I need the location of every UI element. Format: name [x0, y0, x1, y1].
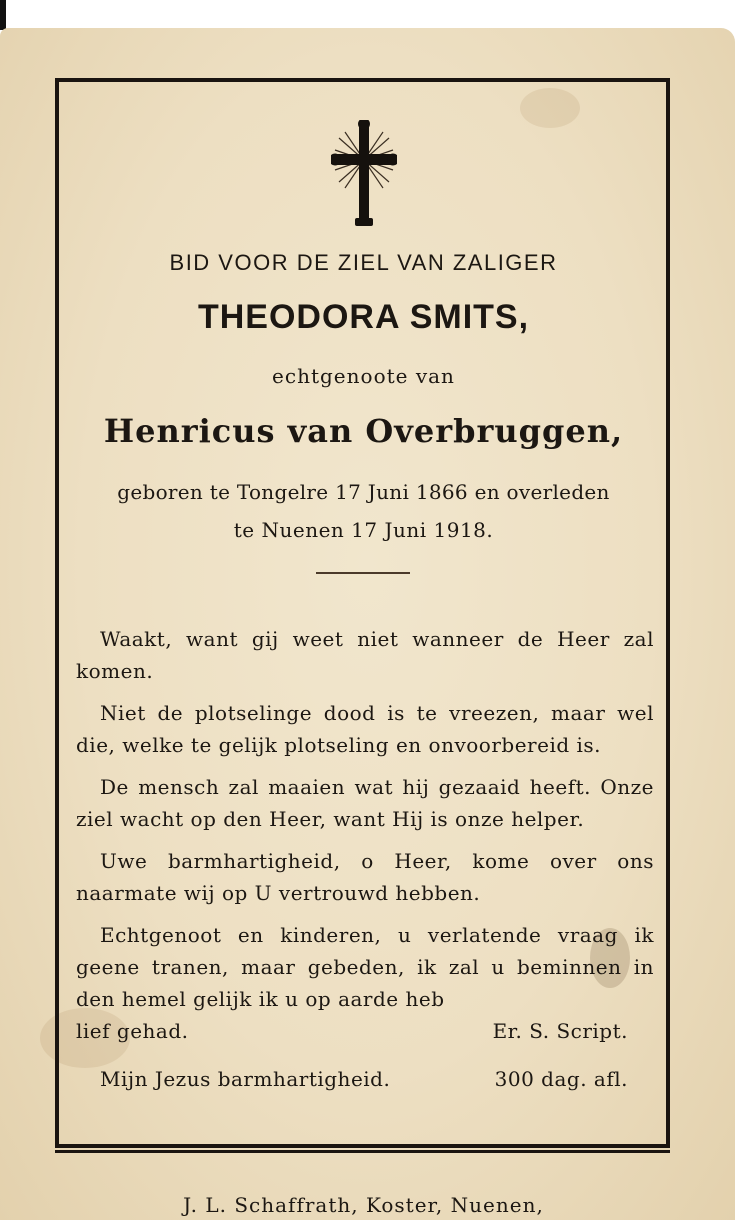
verse-paragraph: De mensch zal maaien wat hij gezaaid heeft. Onze ziel wacht op den Heer, want Hij is onze helper.	[76, 775, 654, 831]
deceased-name: THEODORA SMITS,	[197, 298, 530, 336]
scan-corner-mark	[0, 0, 6, 30]
signature-row	[76, 1015, 654, 1047]
memorial-card	[0, 28, 735, 1220]
verse-paragraph: Waakt, want gij weet niet wanneer de Heer zal komen.	[76, 627, 654, 683]
indulgence-days: 300 dag. afl.	[494, 1067, 628, 1091]
spouse-name: Henricus van Overbruggen,	[103, 412, 624, 450]
verse-closing: lief gehad.	[76, 1019, 189, 1043]
printer-credit: J. L. Schaffrath, Koster, Nuenen,	[183, 1193, 544, 1217]
cross-icon	[331, 120, 397, 230]
prayer-heading: BID VOOR DE ZIEL VAN ZALIGER	[169, 250, 558, 275]
indulgence-row	[76, 1063, 654, 1095]
death-line: te Nuenen 17 Juni 1918.	[233, 518, 494, 542]
divider-rule	[316, 572, 410, 574]
scripture-reference: Er. S. Script.	[492, 1019, 628, 1043]
indulgence-prayer: Mijn Jezus barmhartigheid.	[100, 1067, 391, 1091]
birth-line: geboren te Tongelre 17 Juni 1866 en overleden	[117, 480, 610, 504]
verse-paragraph: Echtgenoot en kinderen, u verlatende vraag ik geene tranen, maar gebeden, ik zal u beminnen in den hemel gelijk ik u op aarde heb	[76, 923, 654, 1011]
verse-paragraph: Niet de plotselinge dood is te vreezen, maar wel die, welke te gelijk plotseling en onvoorbereid is.	[76, 701, 654, 757]
relation-text: echtgenoote van	[272, 364, 455, 388]
verses-block	[76, 623, 654, 1095]
verse-paragraph: Uwe barmhartigheid, o Heer, kome over ons naarmate wij op U vertrouwd hebben.	[76, 849, 654, 905]
